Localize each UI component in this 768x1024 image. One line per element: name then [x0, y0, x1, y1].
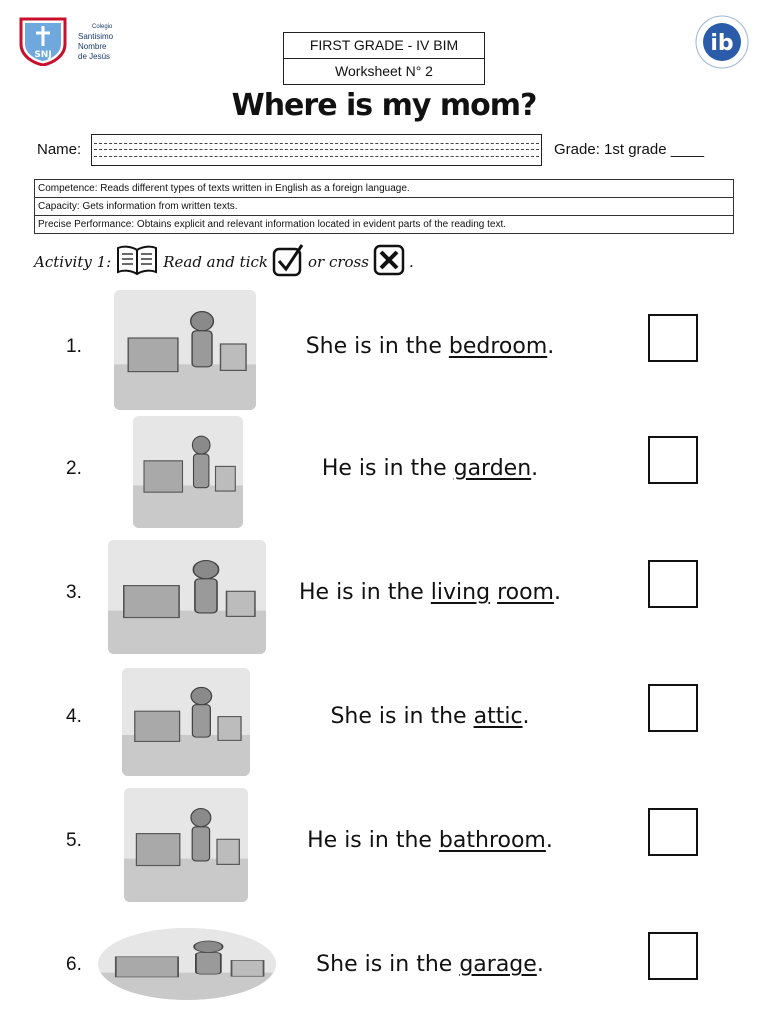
grade-line: FIRST GRADE - IV BIM	[284, 33, 484, 59]
place-word: living	[430, 580, 491, 605]
activity-instruction	[34, 244, 418, 280]
dining-room-picture	[133, 416, 243, 528]
school-logo	[18, 16, 68, 66]
item-sentence	[270, 456, 590, 481]
item-number: 6.	[66, 954, 82, 975]
grade-box	[283, 32, 485, 85]
sentence-start: She is in the	[305, 334, 449, 359]
page-title: Where is my mom?	[231, 88, 537, 123]
activity-or-cross: or cross	[307, 253, 369, 271]
sentence-start: She is in the	[316, 952, 460, 977]
item-number: 5.	[66, 830, 82, 851]
answer-box[interactable]	[648, 436, 698, 484]
activity-end: .	[408, 253, 414, 271]
item-sentence	[270, 704, 590, 729]
bedroom-picture	[114, 290, 256, 410]
item-sentence	[270, 334, 590, 359]
tick-icon	[272, 243, 304, 281]
sentence-start: He is in the	[321, 456, 454, 481]
living-room-picture	[108, 540, 266, 654]
sentence-end: .	[536, 952, 544, 977]
name-field[interactable]	[91, 134, 542, 166]
sentence-start: She is in the	[330, 704, 474, 729]
attic-picture	[122, 668, 250, 776]
cross-icon	[373, 244, 405, 280]
book-icon	[115, 244, 159, 280]
item-number: 4.	[66, 706, 82, 727]
performance-row: Precise Performance: Obtains explicit and relevant information located in evident parts of the reading text.	[35, 216, 734, 234]
answer-box[interactable]	[648, 314, 698, 362]
item-sentence	[270, 828, 590, 853]
school-name: Colegio Santisimo Nombre de Jesús	[78, 24, 114, 61]
answer-box[interactable]	[648, 684, 698, 732]
item-number: 1.	[66, 336, 82, 357]
place-word: garden	[453, 456, 532, 481]
activity-instruction-text: Read and tick	[163, 253, 268, 271]
sentence-start: He is in the	[307, 828, 439, 853]
item-sentence	[270, 580, 590, 605]
capacity-row: Capacity: Gets information from written texts.	[35, 198, 734, 216]
place-word: attic	[473, 704, 523, 729]
answer-box[interactable]	[648, 932, 698, 980]
place-word: bathroom	[438, 828, 546, 853]
place-word: bedroom	[448, 334, 548, 359]
place-word: garage	[459, 952, 537, 977]
worksheet-line: Worksheet N° 2	[335, 63, 433, 79]
ib-logo	[694, 14, 750, 70]
answer-box[interactable]	[648, 560, 698, 608]
item-number: 2.	[66, 458, 82, 479]
sentence-end: .	[522, 704, 530, 729]
competence-row: Competence: Reads different types of texts written in English as a foreign language.	[35, 180, 734, 198]
place-word: room	[497, 580, 554, 605]
sentence-end: .	[553, 580, 561, 605]
kitchen-picture	[124, 788, 248, 902]
sentence-start: He is in the	[299, 580, 431, 605]
activity-prefix: Activity 1:	[34, 253, 112, 271]
answer-box[interactable]	[648, 808, 698, 856]
cleaning-picture	[98, 928, 276, 1000]
svg-text:SNJ: SNJ	[34, 50, 52, 60]
item-number: 3.	[66, 582, 82, 603]
svg-text:ib: ib	[710, 31, 734, 56]
sentence-end: .	[547, 334, 555, 359]
item-sentence	[270, 952, 590, 977]
name-label: Name:	[37, 141, 82, 158]
grade-label: Grade: 1st grade ____	[554, 141, 705, 158]
sentence-end: .	[531, 456, 539, 481]
sentence-end: .	[545, 828, 553, 853]
info-table	[34, 179, 734, 234]
